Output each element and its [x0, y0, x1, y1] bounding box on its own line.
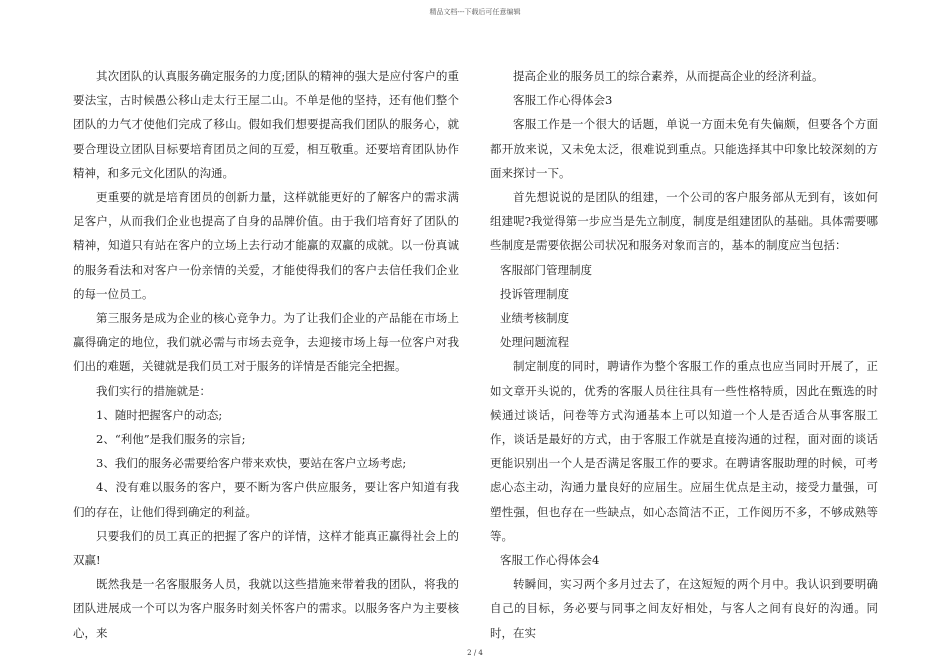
list-item-measure-1: 1、随时把握客户的动态;	[96, 407, 223, 422]
list-item-department-rules: 客服部门管理制度	[500, 262, 592, 277]
list-item-complaint-rules: 投诉管理制度	[500, 286, 569, 301]
list-item-process: 处理问题流程	[500, 335, 569, 350]
left-column	[73, 64, 459, 645]
paragraph-internship: 转瞬间，实习两个多月过去了，在这短短的两个月中。我认识到要明确自己的目标，务必要与同事之间友好相处，与客人之间有良好的沟通。同时，在实	[490, 577, 878, 640]
paragraph-measures-intro: 我们实行的措施就是：	[96, 383, 211, 398]
paragraph-core-competence: 第三服务是成为企业的核心竞争力。为了让我们企业的产品能在市场上赢得确定的地位，我们就必需与市场去竞争，去迎接市场上每一位客户对我们出的难题，关键就是我们员工对于服务的详情是否能完全把握。	[73, 311, 459, 374]
page-header: 精品文档---下载后可任意编辑	[429, 8, 521, 16]
list-item-performance-rules: 业绩考核制度	[500, 311, 569, 326]
list-item-measure-4: 4、没有难以服务的客户，要不断为客户供应服务，要让客户知道有我们的存在，让他们得到确定的利益。	[73, 480, 459, 519]
paragraph-continuation: 提高企业的服务员工的综合素养，从而提高企业的经济利益。	[513, 69, 824, 83]
paragraph-teamwork: 其次团队的认真服务确定服务的力度;团队的精神的强大是应付客户的重要法宝，古时候愚公移山走太行王屋二山。不单是他的坚持，还有他们整个团队的力气才使他们完成了移山。假如我们想要提高我们团队的服务心，就要合理设立团队目标要培育团员之间的互爱，相互敬重。还要培育团队协作精神，和多元文化团队的沟通。	[73, 69, 459, 180]
paragraph-recruitment: 制定制度的同时，聘请作为整个客服工作的重点也应当同时开展了，正如文章开头说的，优秀的客服人员往往具有一些性格特质，因此在甄选的时候通过谈话，问卷等方式沟通基本上可以知道一个人是否适合从事客服工作，谈话是最好的方式，由于客服工作就是直接沟通的过程，面对面的谈话更能识别出一个人是否满足客服工作的要求。在聘请客服助理的时候，可考虑心态主动，沟通力量良好的应届生。应届生优点是主动，接受力量强，可塑性强，但也存在一些缺点，如心态简洁不正，工作阅历不多，不够成熟等等。	[490, 359, 878, 543]
paragraph-service-staff: 既然我是一名客服服务人员，我就以这些措施来带着我的团队，将我的团队进展成一个可以为客户服务时刻关怀客户的需求。以服务客户为主要核心，来	[73, 577, 459, 640]
paragraph-topic: 客服工作是一个很大的话题，单说一方面未免有失偏颇，但要各个方面都开放来说，又未免太泛，很难说到重点。只能选择其中印象比较深刻的方面来探讨一下。	[490, 117, 878, 180]
list-item-measure-2: 2、“利他”是我们服务的宗旨;	[96, 432, 246, 447]
list-item-measure-3: 3、我们的服务必需要给客户带来欢快，要站在客户立场考虑;	[96, 456, 407, 471]
page-number: 2 / 4	[467, 649, 483, 657]
section-heading-4: 客服工作心得体会4	[500, 553, 600, 568]
paragraph-innovation: 更重要的就是培育团员的创新力量，这样就能更好的了解客户的需求满足客户，从而我们企业也提高了自身的品牌价值。由于我们培育好了团队的精神，知道只有站在客户的立场上去行动才能赢的双赢的成就。以一份真诚的服务看法和对客户一份亲情的关爱，才能使得我们的客户去信任我们企业的每一位员工。	[73, 190, 459, 301]
right-column	[490, 64, 878, 645]
paragraph-win-win: 只要我们的员工真正的把握了客户的详情，这样才能真正赢得社会上的双赢!	[73, 528, 459, 568]
paragraph-team-building: 首先想说说的是团队的组建，一个公司的客户服务部从无到有，该如何组建呢?我觉得第一步应当是先立制度，制度是组建团队的基础。具体需要哪些制度是需要依据公司状况和服务对象而言的，基本的制度应当包括：	[490, 190, 878, 253]
section-heading-3: 客服工作心得体会3	[513, 93, 613, 108]
